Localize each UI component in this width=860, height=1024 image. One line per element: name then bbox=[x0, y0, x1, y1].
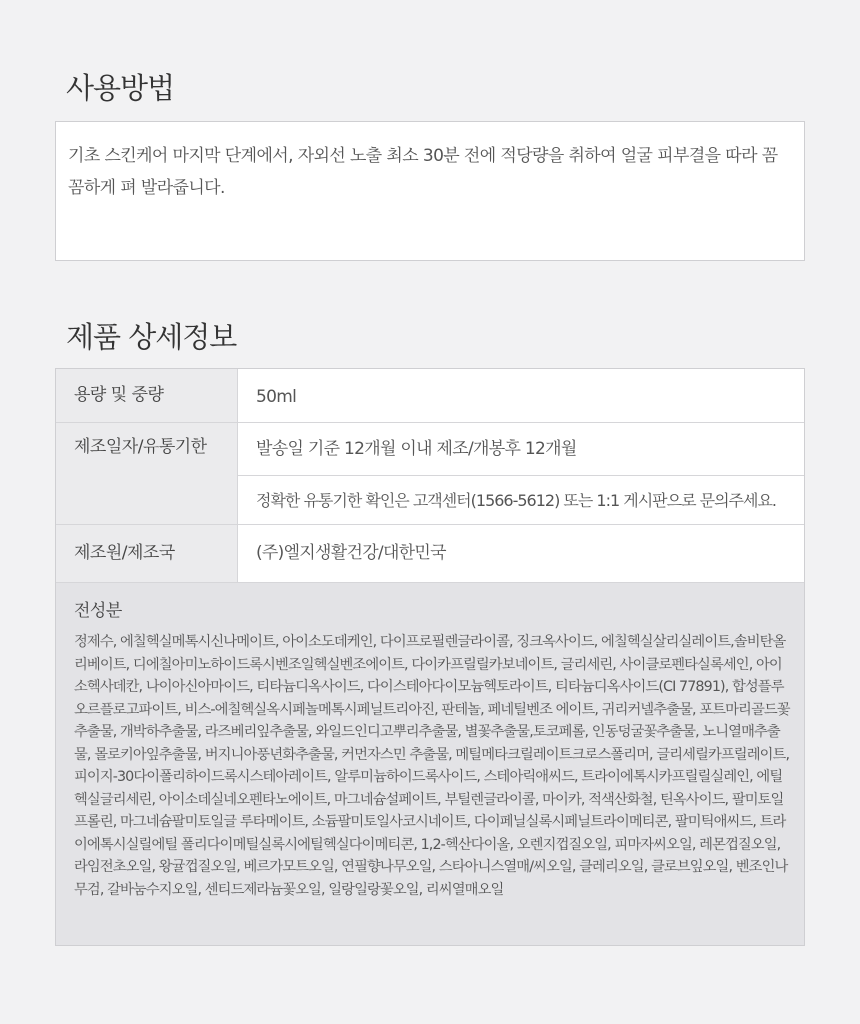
detail-value: 발송일 기준 12개월 이내 제조/개봉후 12개월 bbox=[256, 439, 577, 459]
detail-row-expiry bbox=[56, 423, 804, 525]
detail-label: 용량 및 중량 bbox=[56, 369, 238, 422]
usage-text: 기초 스킨케어 마지막 단계에서, 자외선 노출 최소 30분 전에 적당량을 취하여 얼굴 피부결을 따라 꼼꼼하게 펴 발라줍니다. bbox=[68, 146, 778, 198]
usage-box bbox=[55, 121, 805, 261]
ingredients-label: 전성분 bbox=[74, 601, 122, 621]
detail-label: 제조일자/유통기한 bbox=[56, 423, 238, 524]
ingredients-section bbox=[56, 583, 804, 945]
detail-label: 제조원/제조국 bbox=[56, 525, 238, 582]
detail-title: 제품 상세정보 bbox=[66, 320, 237, 354]
ingredients-text: 정제수, 에칠헥실메톡시신나메이트, 아이소도데케인, 다이프로필렌글라이콜, 징크옥사이드, 에칠헥실살리실레이트,솔비탄올리베이트, 디에칠아미노하이드록시벤조일헥실벤조에이트, 다이카프릴릴카보네이트, 글리세린, 사이클로펜타실록세인, 아이소헥사데칸, 나이아신아마이드, 티타늄디옥사이드, 다이스테아다이모늄헥토라이트, 티타늄디옥사이드(CI 77891), 합성플루오르플로고파이트, 비스-에칠헥실옥시페놀메톡시페닐트리아진, 판테놀, 페네틸벤조 에이트, 귀리커넬추출물, 포트마리골드꽃추출물, 개박하추출물, 라즈베리잎추출물, 와일드인디고뿌리추출물, 별꽃추출물,토코페롤, 인동덩굴꽃추출물, 노니열매추출물, 몰로키아잎추출물, 버지니아풍년화추출물, 커먼자스민 추출물, 메틸메타크릴레이트크로스폴리머, 글리세릴카프릴레이트, 피이지-30다이폴리하이드록시스테아레이트, 알루미늄하이드록사이드, 스테아릭애씨드, 트라이에톡시카프릴릴실레인, 에틸헥실글리세린, 아이소데실네오펜타노에이트, 마그네슘설페이트, 부틸렌글라이콜, 마이카, 적색산화철, 틴옥사이드, 팔미토일프롤린, 마그네슘팔미토일글 루타메이트, 소듐팔미토일사코시네이트, 다이페닐실록시페닐트라이메티콘, 팔미틱애씨드, 트라이에톡시실릴에틸 폴리다이메틸실록시에틸헥실다이메티콘, 1,2-헥산다이올, 오렌지껍질오일, 피마자씨오일, 레몬껍질오일, 라임전초오일, 왕귤껍질오일, 베르가모트오일, 연필향나무오일, 스타아니스열매/씨오일, 클레리오일, 클로브잎오일, 벤조인나무검, 갈바눔수지오일, 센티드제라늄꽃오일, 일랑일랑꽃오일, 리씨열매오일 bbox=[74, 634, 790, 898]
detail-value: 50ml bbox=[256, 387, 297, 407]
detail-row-manufacturer bbox=[56, 525, 804, 583]
detail-value: (주)엘지생활건강/대한민국 bbox=[256, 543, 446, 563]
usage-title: 사용방법 bbox=[66, 71, 175, 105]
detail-value-note: 정확한 유통기한 확인은 고객센터(1566-5612) 또는 1:1 게시판으로 문의주세요. bbox=[238, 475, 804, 524]
detail-row-volume bbox=[56, 369, 804, 423]
detail-table bbox=[55, 368, 805, 946]
